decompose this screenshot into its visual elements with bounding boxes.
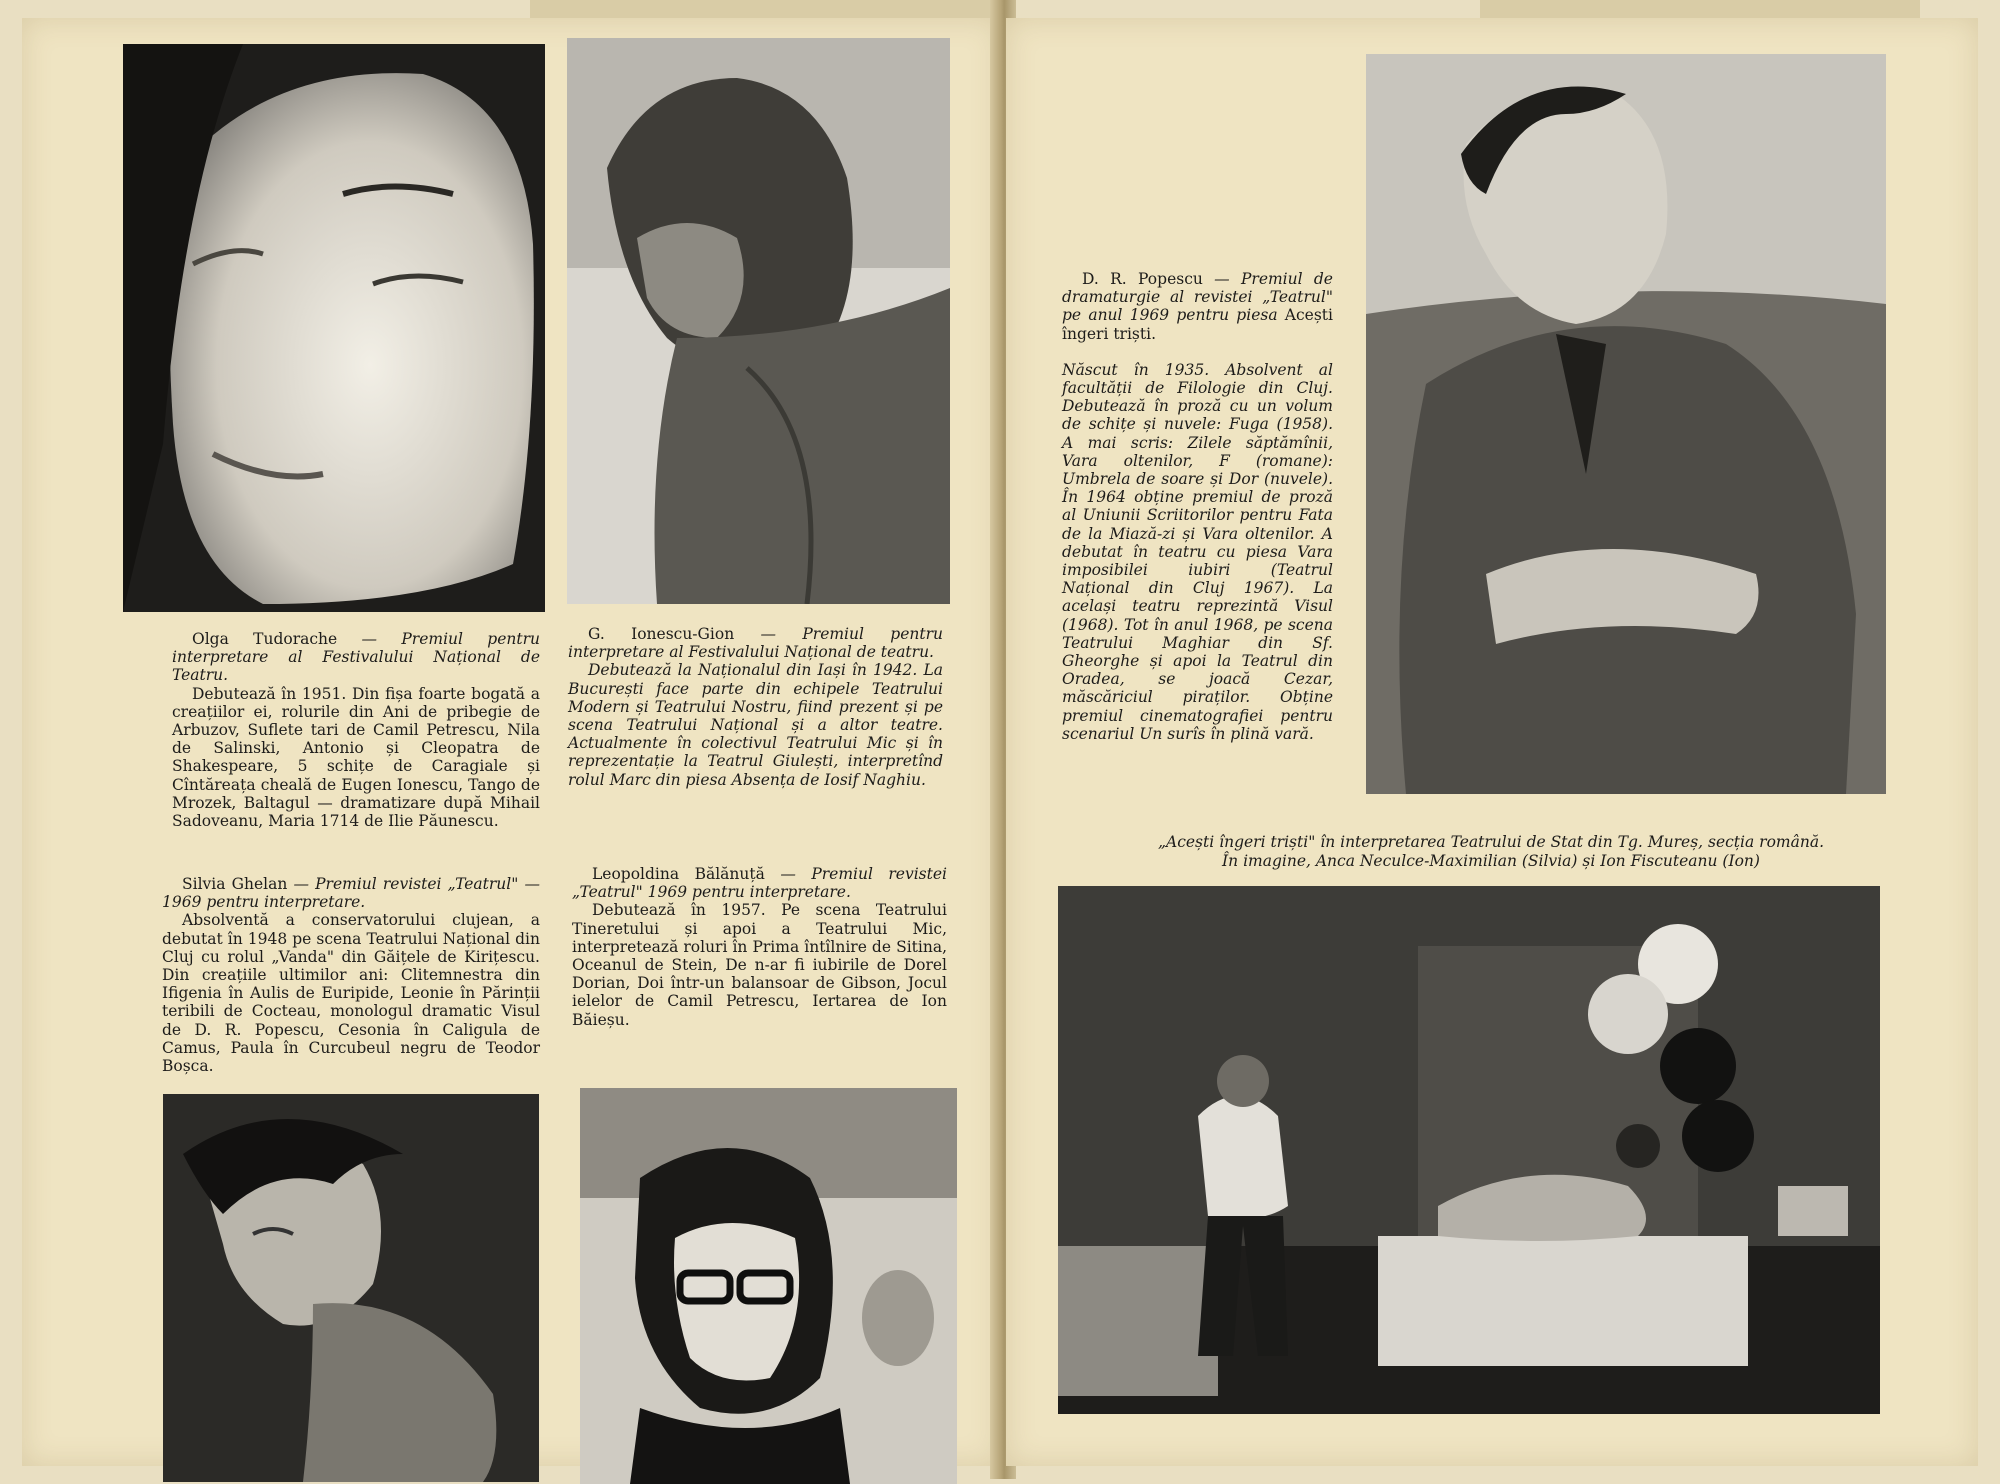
- bio-text: Debutează la Naționalul din Iași în 1942. La București face parte din echipele Teatrului Modern și Teatrului Nostru, fiind prezent și pe scena Teatrului Național și a altor teatre. Actualmente în colectivul Teatrului Mic și în reprezentație la Teatrul Giulești, interpretînd rolul Marc din piesa Absența de Iosif Naghiu.: [568, 661, 943, 789]
- stage-photo-caption: [1026, 833, 1956, 870]
- bio-text: Debutează în 1951. Din fișa foarte bogată a creațiilor ei, rolurile din Ani de pribegie de Arbuzov, Suflete tari de Camil Petrescu, Nila de Salinski, Antonio și Cleopatra de Shakespeare, 5 schițe de Caragiale și Cîntăreața cheală de Eugen Ionescu, Tango de Mrozek, Baltagul — dramatizare după Mihail Sadoveanu, Maria 1714 de Ilie Păunescu.: [172, 684, 540, 831]
- page-edge-top: [1480, 0, 1920, 18]
- page-edge-top: [530, 0, 1000, 18]
- stage-caption-line-1: „Acești îngeri triști" în interpretarea Teatrului de Stat din Tg. Mureș, secția română.: [1157, 833, 1824, 851]
- award-text: — Premiul pentru interpretare al Festivalului Național de Teatru.: [172, 630, 540, 685]
- award-text: — Premiul revistei „Teatrul" 1969 pentru interpretare.: [572, 865, 947, 902]
- person-name: D. R. Popescu: [1082, 270, 1203, 288]
- caption-olga-tudorache: [172, 630, 540, 830]
- person-name: G. Ionescu-Gion: [588, 625, 735, 643]
- caption-leopoldina-balanuta: [572, 865, 947, 1029]
- play-title: Acești îngeri triști.: [1062, 306, 1333, 343]
- award-text: — Premiul pentru interpretare al Festivalului Național de teatru.: [568, 625, 943, 662]
- photo-silvia-ghelan: [163, 1094, 539, 1482]
- right-page: [1006, 18, 1978, 1466]
- caption-g-ionescu-gion: [568, 625, 943, 789]
- award-text: — Premiul de dramaturgie al revistei „Teatrul" pe anul 1969 pentru piesa: [1062, 270, 1333, 325]
- stage-caption-line-2: În imagine, Anca Neculce-Maximilian (Silvia) și Ion Fiscuteanu (Ion): [1222, 851, 1760, 870]
- award-text: — Premiul revistei „Teatrul" — 1969 pentru interpretare.: [162, 875, 540, 912]
- bio-text: Absolventă a conservatorului clujean, a debutat în 1948 pe scena Teatrului Național din Cluj cu rolul „Vanda" din Găițele de Kirițescu. Din creațiile ultimilor ani: Clitemnestra din Ifigenia în Aulis de Euripide, Leonie în Părinții teribili de Cocteau, monologul dramatic Visul de D. R. Popescu, Cesonia în Caligula de Camus, Paula în Curcubeul negru de Teodor Boșca.: [162, 911, 540, 1076]
- left-page: [22, 18, 1000, 1466]
- bio-text: Debutează în 1957. Pe scena Teatrului Tineretului și apoi a Teatrului Mic, interpretează roluri în Prima întîlnire de Sitina, Oceanul de Stein, De n-ar fi iubirile de Dorel Dorian, Doi într-un balansoar de Gibson, Jocul ielelor de Camil Petrescu, Iertarea de Ion Băieșu.: [572, 901, 947, 1029]
- photo-olga-tudorache: [123, 44, 545, 612]
- person-name: Leopoldina Bălănuță: [592, 865, 765, 883]
- photo-stage-scene: [1058, 886, 1880, 1414]
- bio-text: Născut în 1935. Absolvent al facultății de Filologie din Cluj. Debutează în proză cu un volum de schițe și nuvele: Fuga (1958). A mai scris: Zilele săptămînii, Vara oltenilor, F (romane): Umbrela de soare și Dor (nuvele). În 1964 obține premiul de proză al Uniunii Scriitorilor pentru Fata de la Miază-zi și Vara oltenilor. A debutat în teatru cu piesa Vara imposibilei iubiri (Teatrul Național din Cluj 1967). La același teatru reprezintă Visul (1968). Tot în anul 1968, pe scena Teatrului Maghiar din Sf. Gheorghe și apoi la Teatrul din Oradea, se joacă Cezar, măscăriciul piraților. Obține premiul cinematografiei pentru scenariul Un surîs în plină vară.: [1062, 360, 1333, 743]
- photo-leopoldina-balanuta: [580, 1088, 957, 1484]
- person-name: Olga Tudorache: [192, 630, 338, 648]
- person-name: Silvia Ghelan: [182, 875, 288, 893]
- photo-d-r-popescu: [1366, 54, 1886, 794]
- caption-silvia-ghelan: [162, 875, 540, 1075]
- caption-d-r-popescu: [1062, 270, 1333, 743]
- photo-g-ionescu-gion: [567, 38, 950, 604]
